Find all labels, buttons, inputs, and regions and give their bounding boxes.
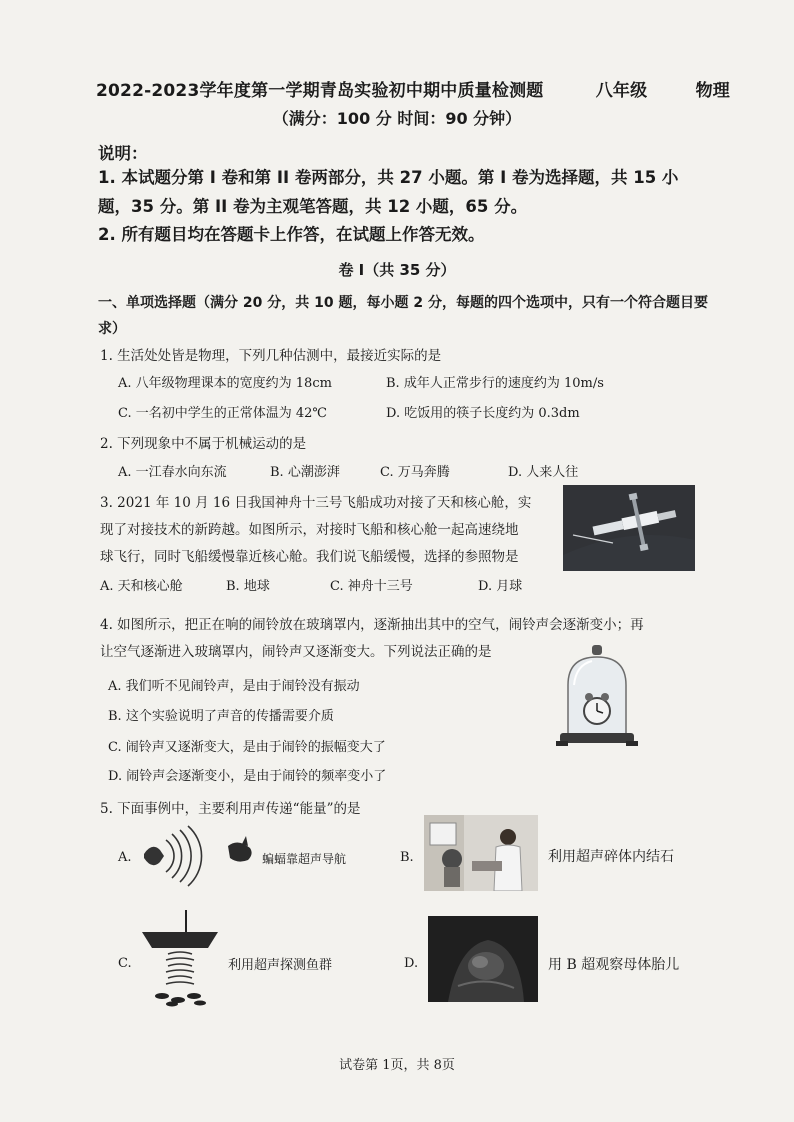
exam-subtitle: （满分：100 分 时间：90 分钟） (272, 109, 522, 128)
q3-option-b: B. 地球 (226, 579, 270, 594)
section-instructions-line-2: 求） (98, 321, 126, 337)
notes-line-1: 1. 本试题分第 I 卷和第 II 卷两部分，共 27 小题。第 I 卷为选择题，共 15 小 (98, 168, 679, 187)
exam-title-text: 2022-2023学年度第一学期青岛实验初中期中质量检测题 (96, 81, 544, 101)
q2-option-c: C. 万马奔腾 (380, 465, 450, 480)
bat-ultrasound-figure (142, 824, 258, 888)
volume-title: 卷 I（共 35 分） (338, 261, 456, 279)
q2-option-d: D. 人来人往 (508, 465, 579, 480)
q1-option-b: B. 成年人正常步行的速度约为 10m/s (386, 376, 604, 391)
q4-line-2: 让空气逐渐进入玻璃罩内，闹铃声又逐渐变大。下列说法正确的是 (100, 644, 492, 660)
q5-option-a-caption: 蝙蝠靠超声导航 (262, 852, 347, 866)
notes-heading: 说明： (98, 144, 148, 163)
q4-option-a: A. 我们听不见闹铃声，是由于闹铃没有振动 (108, 679, 360, 694)
exam-title (96, 76, 730, 101)
q5-option-b-letter: B. (400, 850, 414, 865)
q3-line-2: 现了对接技术的新跨越。如图所示，对接时飞船和核心舱一起高速绕地 (100, 522, 519, 538)
q4-option-c: C. 闹铃声又逐渐变大，是由于闹铃的振幅变大了 (108, 740, 386, 755)
notes-line-2: 题，35 分。第 II 卷为主观笔答题，共 12 小题，65 分。 (98, 197, 528, 216)
bell-jar-alarm-figure (556, 645, 638, 749)
q5-option-d-letter: D. (404, 956, 419, 971)
q1-option-d: D. 吃饭用的筷子长度约为 0.3dm (386, 406, 580, 421)
q5-option-b-caption: 利用超声碎体内结石 (548, 849, 674, 865)
page-footer: 试卷第 1页，共 8页 (339, 1058, 455, 1073)
q4-option-b: B. 这个实验说明了声音的传播需要介质 (108, 709, 334, 724)
notes-line-3: 2. 所有题目均在答题卡上作答，在试题上作答无效。 (98, 225, 485, 244)
q5-option-a-letter: A. (118, 850, 132, 865)
q5-stem: 5. 下面事例中，主要利用声传递“能量”的是 (100, 801, 361, 817)
q2-stem: 2. 下列现象中不属于机械运动的是 (100, 436, 307, 452)
sonar-fish-figure (138, 908, 222, 1008)
q1-stem: 1. 生活处处皆是物理，下列几种估测中，最接近实际的是 (100, 348, 442, 364)
q1-option-a: A. 八年级物理课本的宽度约为 18cm (118, 376, 332, 391)
q4-line-1: 4. 如图所示，把正在响的闹铃放在玻璃罩内，逐渐抽出其中的空气，闹铃声会逐渐变小；再 (100, 617, 644, 633)
q5-option-c-caption: 利用超声探测鱼群 (228, 958, 333, 973)
subject-label: 物理 (695, 81, 730, 101)
grade-label: 八年级 (595, 81, 648, 101)
section-instructions-line-1: 一、单项选择题（满分 20 分，共 10 题，每小题 2 分，每题的四个选项中，只有一个符合题目要 (98, 295, 708, 311)
q5-option-d-caption: 用 B 超观察母体胎儿 (548, 957, 680, 973)
q3-option-d: D. 月球 (478, 579, 523, 594)
q3-line-3: 球飞行，同时飞船缓慢靠近核心舱。我们说飞船缓慢，选择的参照物是 (100, 549, 519, 565)
spacecraft-docking-photo (563, 485, 695, 571)
q2-option-a: A. 一江春水向东流 (118, 465, 227, 480)
q5-option-c-letter: C. (118, 956, 132, 971)
q4-option-d: D. 闹铃声会逐渐变小，是由于闹铃的频率变小了 (108, 769, 387, 784)
ultrasound-scan-photo (428, 916, 538, 1002)
q2-option-b: B. 心潮澎湃 (270, 465, 340, 480)
q1-option-c: C. 一名初中学生的正常体温为 42℃ (118, 406, 327, 421)
q3-option-c: C. 神舟十三号 (330, 579, 413, 594)
q3-option-a: A. 天和核心舱 (100, 579, 183, 594)
q3-line-1: 3. 2021 年 10 月 16 日我国神舟十三号飞船成功对接了天和核心舱，实 (100, 495, 532, 511)
lithotripsy-photo (424, 815, 538, 891)
